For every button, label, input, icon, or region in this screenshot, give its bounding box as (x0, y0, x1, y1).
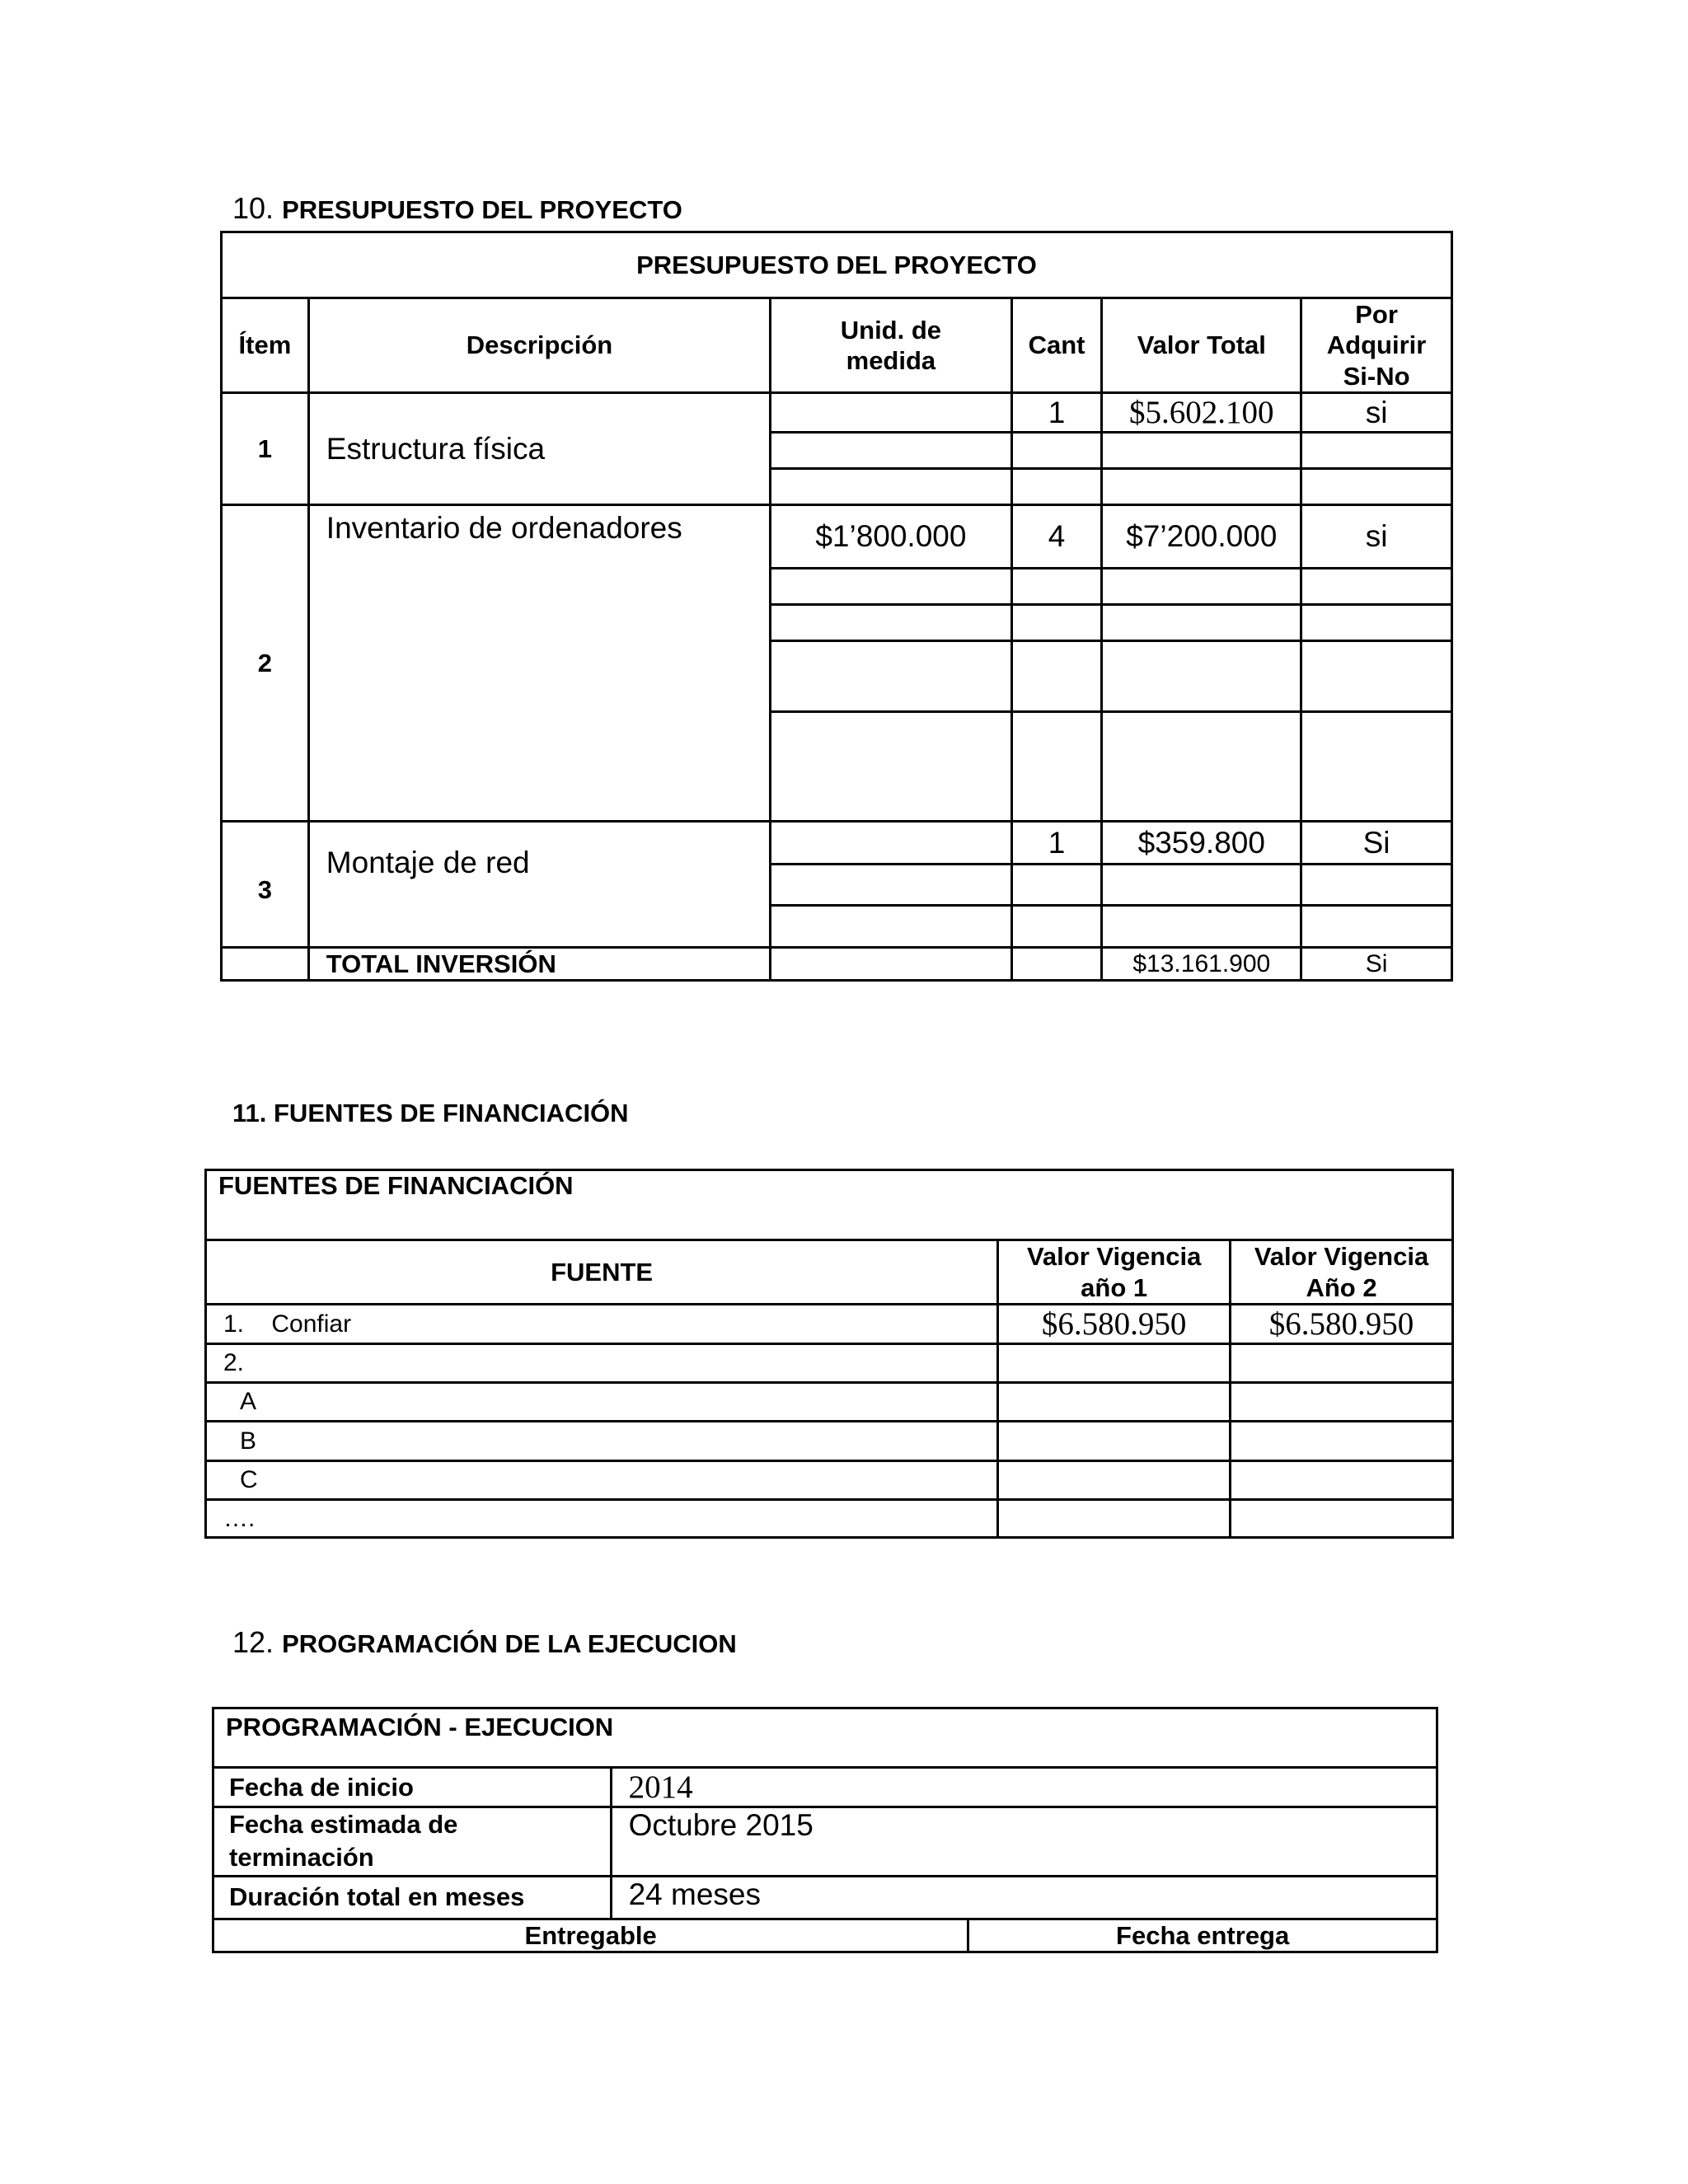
budget-table (220, 231, 1453, 982)
item-description: Estructura física (308, 393, 770, 505)
fuente-cell: B (206, 1422, 998, 1461)
cant-cell: 1 (1011, 393, 1102, 433)
unid-cell (771, 822, 1011, 865)
anio2-cell: $6.580.950 (1231, 1305, 1453, 1344)
fecha-fin-value: Octubre 2015 (611, 1807, 1437, 1877)
section-12-number: 12. (232, 1625, 274, 1659)
unid-cell (771, 393, 1011, 433)
header-descripcion: Descripción (308, 298, 770, 393)
total-valor: $13.161.900 (1102, 948, 1301, 981)
total-label: TOTAL INVERSIÓN (308, 948, 770, 981)
valor-cell: $5.602.100 (1102, 393, 1301, 433)
section-11-heading: 11. FUENTES DE FINANCIACIÓN (232, 1099, 629, 1127)
item-number: 1 (222, 393, 309, 505)
header-unid-medida: Unid. de medida (771, 298, 1011, 393)
valor-cell: $7’200.000 (1102, 505, 1301, 569)
table-row (222, 393, 1452, 433)
header-fecha-entrega: Fecha entrega (968, 1919, 1437, 1952)
funding-table-title: FUENTES DE FINANCIACIÓN (206, 1170, 1453, 1240)
header-valor-anio2: Valor Vigencia Año 2 (1231, 1240, 1453, 1305)
table-row (213, 1919, 1437, 1952)
table-row (206, 1422, 1453, 1461)
fuente-cell: 2. (206, 1344, 998, 1383)
funding-table (204, 1169, 1454, 1539)
item-description: Inventario de ordenadores (308, 505, 770, 822)
schedule-table (212, 1707, 1438, 1953)
fuente-cell: A (206, 1383, 998, 1422)
table-row (206, 1344, 1453, 1383)
header-por-adquirir: Por Adquirir Si-No (1301, 298, 1452, 393)
adquirir-cell: si (1301, 505, 1452, 569)
table-row (206, 1305, 1453, 1344)
section-10-heading (232, 191, 682, 226)
section-10-title: PRESUPUESTO DEL PROYECTO (282, 195, 682, 224)
table-row (222, 505, 1452, 569)
fuente-cell: C (206, 1461, 998, 1500)
fecha-fin-label: Fecha estimada de terminación (213, 1807, 612, 1877)
table-row (213, 1876, 1437, 1919)
header-valor-total: Valor Total (1102, 298, 1301, 393)
header-valor-anio1: Valor Vigencia año 1 (998, 1240, 1231, 1305)
anio1-cell: $6.580.950 (998, 1305, 1231, 1344)
section-10-number: 10. (232, 191, 274, 225)
table-row (213, 1807, 1437, 1877)
unid-cell: $1’800.000 (771, 505, 1011, 569)
table-row (213, 1768, 1437, 1807)
item-description: Montaje de red (308, 822, 770, 948)
duracion-label: Duración total en meses (213, 1876, 612, 1919)
table-row (206, 1383, 1453, 1422)
fecha-inicio-label: Fecha de inicio (213, 1768, 612, 1807)
duracion-value: 24 meses (611, 1876, 1437, 1919)
header-fuente: FUENTE (206, 1240, 998, 1305)
cant-cell: 4 (1011, 505, 1102, 569)
table-row (206, 1461, 1453, 1500)
budget-table-title: PRESUPUESTO DEL PROYECTO (222, 232, 1452, 298)
header-cant: Cant (1011, 298, 1102, 393)
section-12-heading (232, 1625, 737, 1660)
adquirir-cell: si (1301, 393, 1452, 433)
fuente-cell: 1. Confiar (206, 1305, 998, 1344)
fuente-cell: …. (206, 1500, 998, 1538)
section-12-title: PROGRAMACIÓN DE LA EJECUCION (282, 1629, 737, 1658)
valor-cell: $359.800 (1102, 822, 1301, 865)
cant-cell: 1 (1011, 822, 1102, 865)
header-entregable: Entregable (213, 1919, 968, 1952)
total-row (222, 948, 1452, 981)
adquirir-cell: Si (1301, 822, 1452, 865)
total-adquirir: Si (1301, 948, 1452, 981)
item-number: 3 (222, 822, 309, 948)
table-row (222, 822, 1452, 865)
schedule-table-title: PROGRAMACIÓN - EJECUCION (213, 1708, 1437, 1768)
item-number: 2 (222, 505, 309, 822)
header-item: Ítem (222, 298, 309, 393)
fecha-inicio-value: 2014 (611, 1768, 1437, 1807)
table-row (206, 1500, 1453, 1538)
